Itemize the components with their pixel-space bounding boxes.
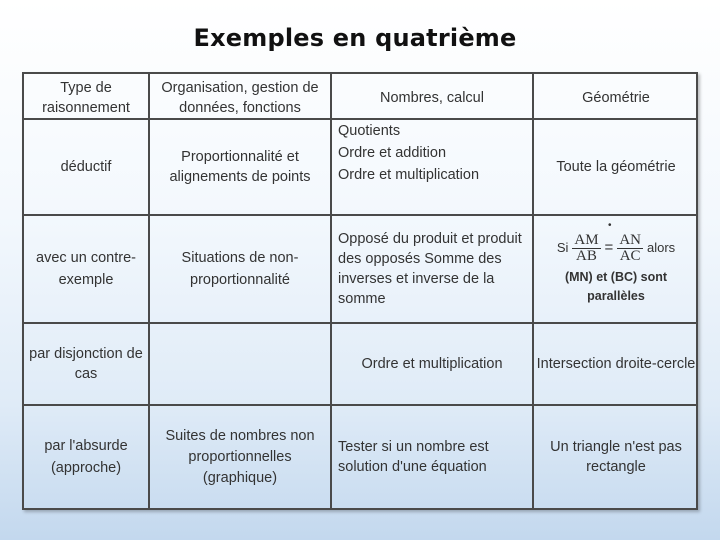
absurde-geometrie: Un triangle n'est pas rectangle — [550, 439, 682, 475]
thales-conclusion: (MN) et (BC) sont parallèles — [564, 269, 668, 303]
contre-exemple-type: avec un contre-exemple — [36, 250, 136, 288]
deductif-organisation: Proportionnalité et alignements de points — [169, 149, 311, 185]
stray-dot: • — [608, 220, 612, 231]
header-type: Type de raisonnement — [42, 80, 130, 116]
disjonction-type: par disjonction de cas — [29, 346, 143, 382]
disjonction-nombres: Ordre et multiplication — [361, 356, 503, 372]
formula-alors: alors — [646, 240, 676, 255]
absurde-nombres: Tester si un nombre est solution d'une équation — [338, 439, 489, 475]
absurde-organisation: Suites de nombres non proportionnelles (graphique) — [165, 427, 315, 486]
contre-exemple-organisation: Situations de non-proportionnalité — [181, 250, 299, 288]
column-divider — [330, 74, 332, 508]
deductif-nombres-item: Quotients — [338, 123, 401, 139]
header-nombres: Nombres, calcul — [380, 90, 484, 106]
column-divider — [148, 74, 150, 508]
deductif-nombres — [338, 120, 530, 214]
absurde-type: par l'absurde (approche) — [44, 438, 128, 476]
formula-si: Si — [556, 240, 569, 255]
deductif-nombres-item: Ordre et multiplication — [338, 167, 480, 183]
formula-equals: = — [604, 239, 614, 256]
fraction-denominator: AB — [576, 247, 597, 264]
header-organisation: Organisation, gestion de données, fonctions — [161, 80, 319, 116]
contre-exemple-geometrie — [536, 216, 696, 322]
examples-table — [22, 72, 698, 510]
column-divider — [532, 74, 534, 508]
deductif-geometrie: Toute la géométrie — [556, 159, 676, 175]
fraction-numerator: AM — [574, 231, 599, 248]
thales-formula — [557, 233, 675, 264]
fraction-denominator: AC — [619, 247, 641, 264]
deductif-nombres-item: Ordre et addition — [338, 145, 447, 161]
page-title: Exemples en quatrième — [193, 24, 517, 52]
deductif-type: déductif — [60, 159, 112, 175]
contre-exemple-nombres: Opposé du produit et produit des opposés Somme des inverses et inverse de la somme — [338, 231, 522, 307]
header-geometrie: Géométrie — [582, 90, 650, 106]
fraction-an-ac — [617, 233, 643, 264]
fraction-am-ab — [572, 233, 600, 264]
fraction-numerator: AN — [619, 231, 641, 248]
disjonction-geometrie: Intersection droite-cercle — [536, 355, 696, 372]
